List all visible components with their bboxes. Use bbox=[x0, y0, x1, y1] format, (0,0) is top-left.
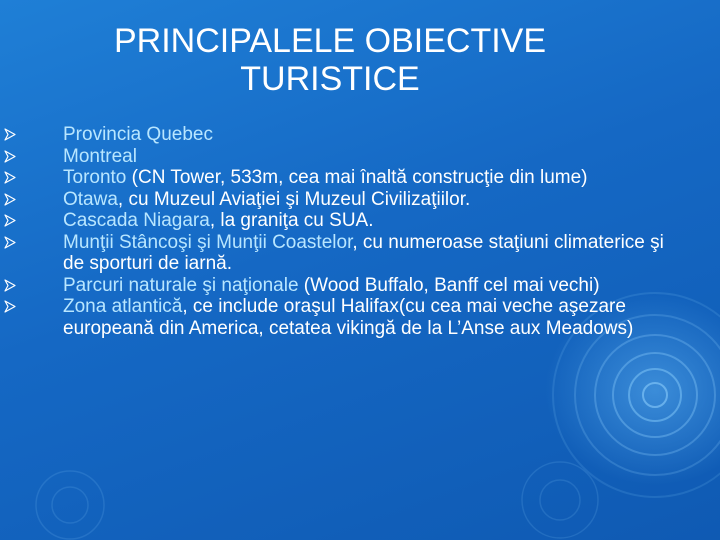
list-item bbox=[0, 146, 700, 168]
bullet-text: , cu numeroase staţiuni climaterice şi de sporturi de iarnă. bbox=[63, 231, 664, 274]
bullet-text: (Wood Buffalo, Banff cel mai vechi) bbox=[298, 274, 600, 296]
bullet-highlight: Parcuri naturale şi naţionale bbox=[63, 274, 299, 296]
bullet-text: , ce include oraşul Halifax(cu cea mai veche aşezare europeană din America, cetatea vikingă de la L’Anse aux Meadows) bbox=[63, 296, 634, 339]
bullet-text: , cu Muzeul Aviaţiei şi Muzeul Civilizaţiilor. bbox=[117, 188, 471, 210]
arrowhead-bullet-icon bbox=[4, 236, 16, 249]
title-line-1: PRINCIPALELE OBIECTIVE bbox=[113, 22, 547, 60]
arrowhead-bullet-icon bbox=[4, 214, 16, 227]
bullet-highlight: Cascada Niagara bbox=[63, 210, 210, 231]
bullet-text: (CN Tower, 533m, cea mai înaltă construcţie din lume) bbox=[126, 167, 588, 188]
arrowhead-bullet-icon bbox=[4, 300, 16, 313]
bullet-highlight: Montreal bbox=[63, 145, 137, 167]
list-item bbox=[0, 189, 700, 211]
bullet-text: , la graniţa cu SUA. bbox=[209, 210, 374, 231]
arrowhead-bullet-icon bbox=[4, 279, 16, 292]
arrowhead-bullet-icon bbox=[4, 193, 16, 206]
list-item bbox=[0, 275, 700, 297]
bullet-highlight: Munţii Stâncoşi şi Munţii Coastelor bbox=[63, 231, 353, 253]
bullet-highlight: Toronto bbox=[63, 167, 127, 188]
bullet-highlight: Zona atlantică bbox=[63, 296, 183, 317]
slide-title bbox=[40, 22, 620, 98]
list-item bbox=[0, 232, 700, 275]
title-line-2: TURISTICE bbox=[240, 60, 420, 98]
list-item bbox=[0, 124, 700, 146]
bullet-highlight: Otawa bbox=[63, 188, 118, 210]
arrowhead-bullet-icon bbox=[4, 171, 16, 184]
arrowhead-bullet-icon bbox=[4, 128, 16, 141]
bullet-highlight: Provincia Quebec bbox=[63, 124, 213, 145]
bullet-list bbox=[0, 124, 700, 339]
list-item bbox=[0, 167, 700, 189]
list-item bbox=[0, 210, 700, 232]
arrowhead-bullet-icon bbox=[4, 150, 16, 163]
list-item bbox=[0, 296, 700, 339]
